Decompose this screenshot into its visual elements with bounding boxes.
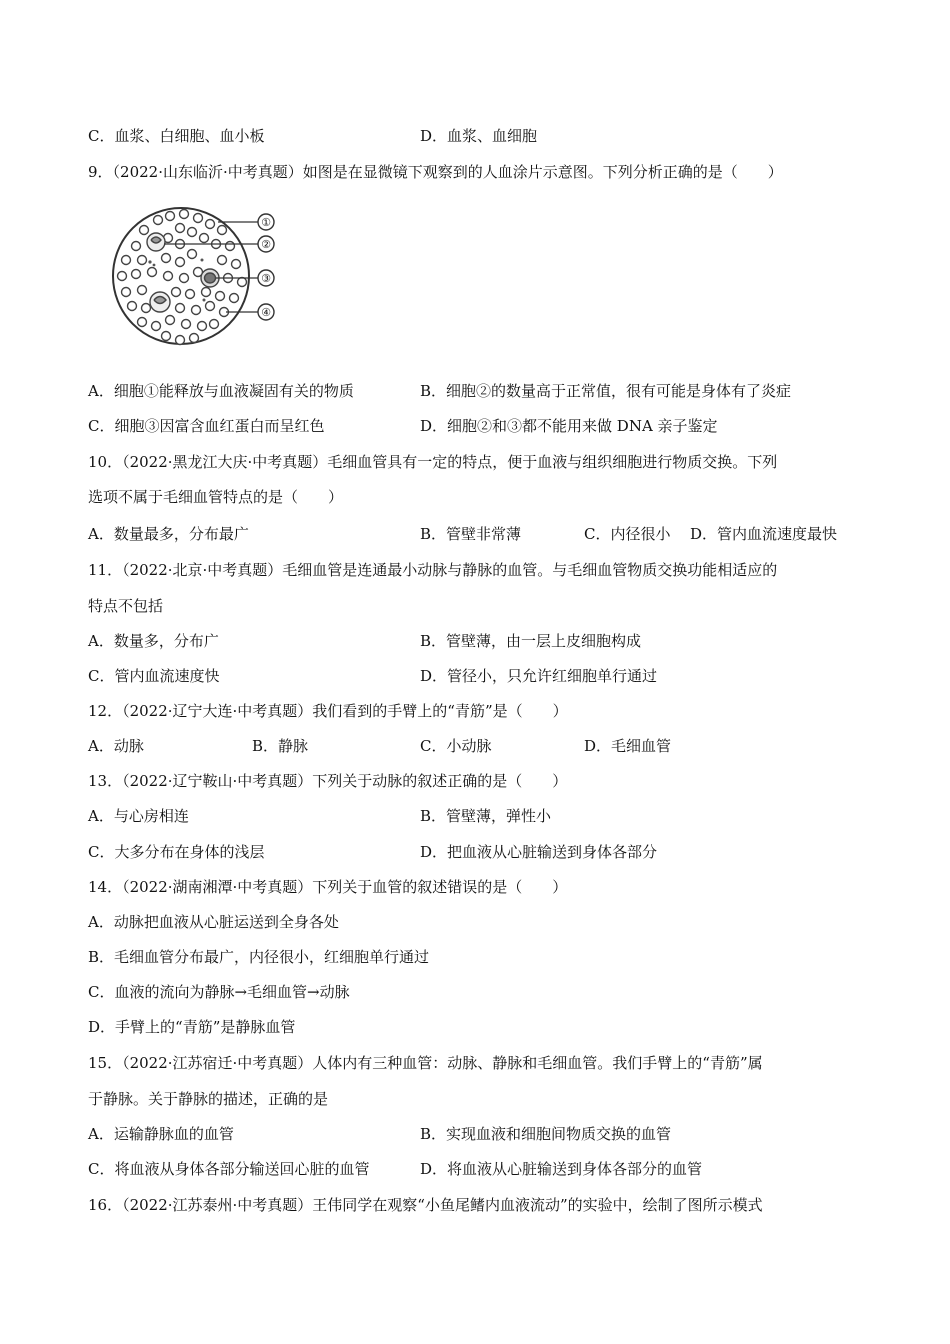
blood-smear-figure xyxy=(106,202,286,352)
q10-stem-line2: 选项不属于毛细血管特点的是（ ） xyxy=(88,488,344,506)
q10-option-a: A．数量最多，分布最广 xyxy=(88,525,249,543)
q15-stem-line2: 于静脉。关于静脉的描述，正确的是 xyxy=(88,1090,329,1108)
q16-stem-line1: 16．（2022·江苏泰州·中考真题）王伟同学在观察“小鱼尾鳍内血液流动”的实验中，绘制了图所示模式 xyxy=(88,1196,763,1214)
q13-option-b: B．管壁薄，弹性小 xyxy=(420,807,552,825)
q12-option-a: A．动脉 xyxy=(88,737,144,755)
q11-option-c: C．管内血流速度快 xyxy=(88,667,220,685)
q9-option-a: A．细胞①能释放与血液凝固有关的物质 xyxy=(88,382,354,400)
q9-stem: 9．（2022·山东临沂·中考真题）如图是在显微镜下观察到的人血涂片示意图。下列分析正确的是（ ） xyxy=(88,163,783,181)
q15-option-d: D．将血液从心脏输送到身体各部分的血管 xyxy=(420,1160,703,1178)
leader-lines xyxy=(164,222,258,312)
label-1: ① xyxy=(261,216,271,229)
q9-option-b: B．细胞②的数量高于正常值，很有可能是身体有了炎症 xyxy=(420,382,792,400)
q11-stem-line1: 11．（2022·北京·中考真题）毛细血管是连通最小动脉与静脉的血管。与毛细血管物质交换功能相适应的 xyxy=(88,561,778,579)
q9-option-d: D．细胞②和③都不能用来做 DNA 亲子鉴定 xyxy=(420,417,718,435)
q8-option-c: C．血浆、白细胞、血小板 xyxy=(88,127,265,145)
q14-option-c: C．血液的流向为静脉→毛细血管→动脉 xyxy=(88,983,350,1001)
q15-option-b: B．实现血液和细胞间物质交换的血管 xyxy=(420,1125,672,1143)
red-blood-cells xyxy=(118,210,247,345)
q10-option-d: D．管内血流速度最快 xyxy=(690,525,838,543)
q10-stem-line1: 10．（2022·黑龙江大庆·中考真题）毛细血管具有一定的特点，便于血液与组织细胞进行物质交换。下列 xyxy=(88,453,778,471)
q12-option-d: D．毛细血管 xyxy=(584,737,672,755)
q15-stem-line1: 15．（2022·江苏宿迁·中考真题）人体内有三种血管：动脉、静脉和毛细血管。我们手臂上的“青筋”属 xyxy=(88,1054,763,1072)
q14-option-d: D．手臂上的“青筋”是静脉血管 xyxy=(88,1018,296,1036)
q10-option-b: B．管壁非常薄 xyxy=(420,525,522,543)
q11-option-b: B．管壁薄，由一层上皮细胞构成 xyxy=(420,632,642,650)
q15-option-a: A．运输静脉血的血管 xyxy=(88,1125,234,1143)
q11-stem-line2: 特点不包括 xyxy=(88,597,164,615)
q11-option-a: A．数量多，分布广 xyxy=(88,632,219,650)
q12-option-c: C．小动脉 xyxy=(420,737,492,755)
q10-option-c: C．内径很小 xyxy=(584,525,671,543)
q13-stem: 13．（2022·辽宁鞍山·中考真题）下列关于动脉的叙述正确的是（ ） xyxy=(88,772,568,790)
q14-option-b: B．毛细血管分布最广，内径很小，红细胞单行通过 xyxy=(88,948,430,966)
figure-labels xyxy=(258,214,274,320)
q15-option-c: C．将血液从身体各部分输送回心脏的血管 xyxy=(88,1160,370,1178)
q11-option-d: D．管径小，只允许红细胞单行通过 xyxy=(420,667,658,685)
q13-option-d: D．把血液从心脏输送到身体各部分 xyxy=(420,843,658,861)
q9-option-c: C．细胞③因富含血红蛋白而呈红色 xyxy=(88,417,325,435)
q14-stem: 14．（2022·湖南湘潭·中考真题）下列关于血管的叙述错误的是（ ） xyxy=(88,878,568,896)
label-3: ③ xyxy=(261,272,271,285)
q8-option-d: D．血浆、血细胞 xyxy=(420,127,538,145)
q12-stem: 12．（2022·辽宁大连·中考真题）我们看到的手臂上的“青筋”是（ ） xyxy=(88,702,568,720)
label-4: ④ xyxy=(261,306,271,319)
q13-option-a: A．与心房相连 xyxy=(88,807,189,825)
label-2: ② xyxy=(261,238,271,251)
q14-option-a: A．动脉把血液从心脏运送到全身各处 xyxy=(88,913,339,931)
q13-option-c: C．大多分布在身体的浅层 xyxy=(88,843,265,861)
q12-option-b: B．静脉 xyxy=(252,737,309,755)
